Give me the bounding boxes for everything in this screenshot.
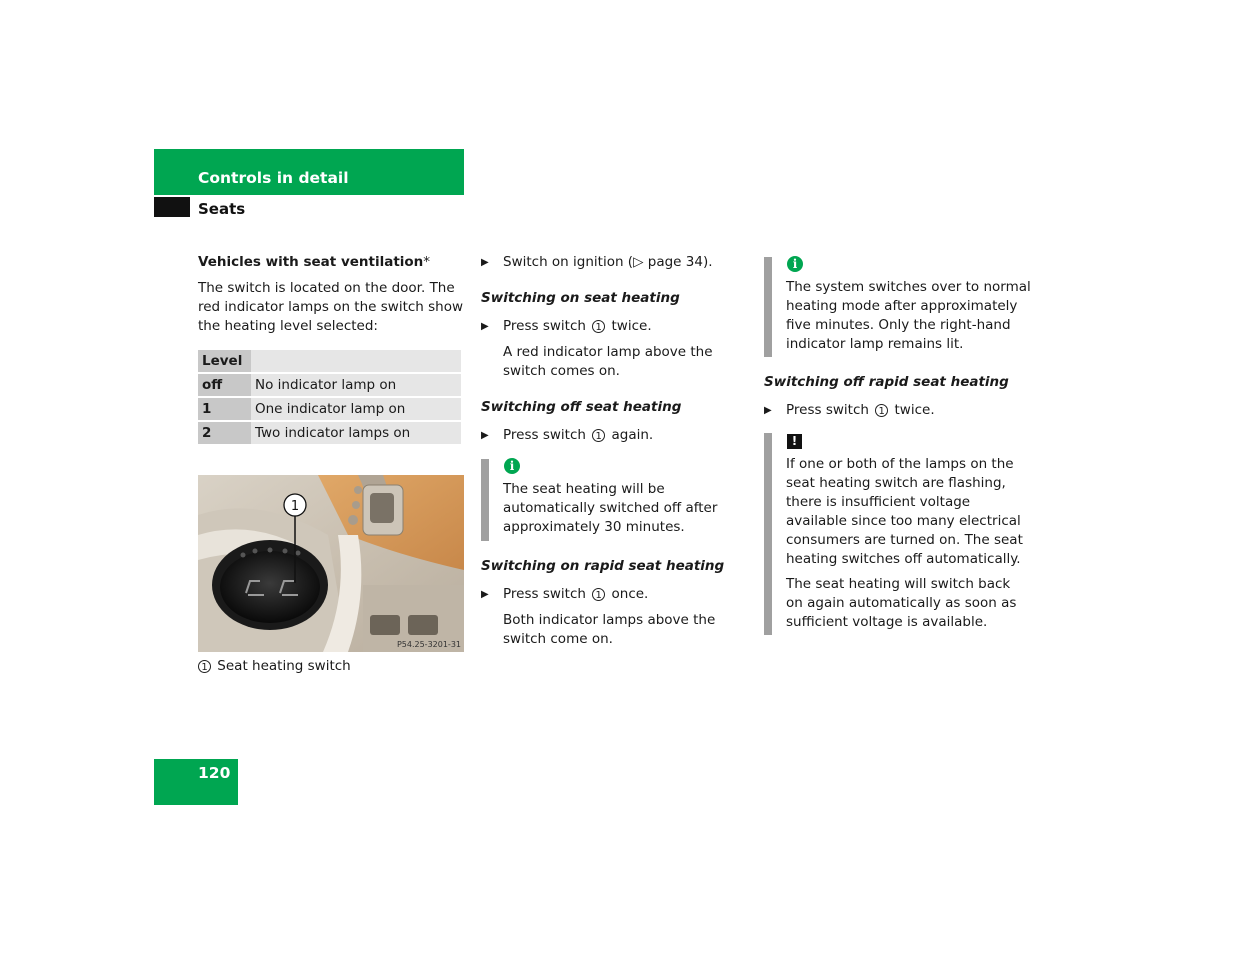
switch-number: 1 — [592, 429, 605, 442]
bullet-icon: ▶ — [481, 430, 489, 441]
note-text: The system switches over to normal heating mode after approximately five minutes. Only the right-hand indicator lamp remains lit. — [786, 279, 1031, 352]
heading-rapid-on: Switching on rapid seat heating — [481, 558, 725, 574]
subsection-title: Seats — [198, 200, 246, 218]
step-text-b: once. — [611, 586, 649, 602]
image-code: P54.25-3201-31 — [396, 640, 461, 649]
note-bar — [481, 459, 489, 541]
image-caption — [198, 658, 351, 674]
table-cell-desc: Two indicator lamps on — [251, 422, 461, 444]
step-text-b: again. — [611, 427, 654, 443]
table-header-empty — [251, 350, 461, 372]
seat-switch-photo — [198, 475, 464, 652]
step-text-b: twice. — [894, 402, 935, 418]
warning-text-2: The seat heating will switch back on again automatically as soon as sufficient voltage is available. — [786, 576, 1017, 630]
image-callout-number: 1 — [290, 499, 300, 514]
table-cell-level: 2 — [198, 422, 251, 444]
step-rapid-off — [764, 401, 1056, 420]
heading-on-seat-heating: Switching on seat heating — [481, 290, 680, 306]
step-text-a: Press switch — [503, 586, 586, 602]
table-cell-level: 1 — [198, 398, 251, 420]
note-text: The seat heating will be automatically switched off after approximately 30 minutes. — [503, 481, 718, 535]
level-table — [198, 348, 461, 446]
table-cell-desc: No indicator lamp on — [251, 374, 461, 396]
switch-number: 1 — [592, 588, 605, 601]
vent-heading-text: Vehicles with seat ventilation — [198, 254, 424, 270]
switch-number: 1 — [592, 320, 605, 333]
vent-intro: The switch is located on the door. The red indicator lamps on the switch show the heating level selected: — [198, 280, 464, 334]
on-result: A red indicator lamp above the switch comes on. — [503, 344, 713, 379]
step-text-a: Press switch — [503, 318, 586, 334]
step-ignition — [481, 253, 773, 272]
bullet-icon: ▶ — [764, 405, 772, 416]
section-title: Controls in detail — [198, 169, 349, 187]
step-ignition-text-a: Switch on ignition ( — [503, 254, 634, 270]
vent-heading-mark: * — [423, 254, 431, 270]
info-icon: i — [787, 256, 803, 272]
caption-number: 1 — [198, 660, 211, 673]
table-header-row — [198, 350, 461, 372]
table-cell-desc: One indicator lamp on — [251, 398, 461, 420]
bullet-icon: ▶ — [481, 257, 489, 268]
table-row — [198, 374, 461, 396]
table-row — [198, 422, 461, 444]
info-icon: i — [504, 458, 520, 474]
subsection-marker — [154, 197, 190, 217]
warning-bar — [764, 433, 772, 635]
bullet-icon: ▶ — [481, 321, 489, 332]
switch-number: 1 — [875, 404, 888, 417]
table-cell-level: off — [198, 374, 251, 396]
page-number: 120 — [198, 764, 231, 782]
step-rapid-on — [481, 585, 773, 604]
step-text-a: Press switch — [503, 427, 586, 443]
warning-text-1: If one or both of the lamps on the seat heating switch are flashing, there is insufficient voltage available since too many electrical consumers are turned on. The seat heating switches off automatically. — [786, 456, 1023, 567]
step-on — [481, 317, 773, 336]
rapid-result: Both indicator lamps above the switch come on. — [503, 612, 716, 647]
table-header-level: Level — [198, 350, 251, 372]
note-bar — [764, 257, 772, 357]
step-ignition-text-b: page 34). — [643, 254, 713, 270]
seat-switch-illustration — [198, 475, 464, 652]
page-ref-arrow-icon: ▷ — [633, 254, 644, 270]
table-row — [198, 398, 461, 420]
heading-rapid-off: Switching off rapid seat heating — [764, 374, 1009, 390]
step-off — [481, 426, 773, 445]
step-text-b: twice. — [611, 318, 652, 334]
bullet-icon: ▶ — [481, 589, 489, 600]
warning-icon: ! — [787, 434, 802, 449]
vent-heading — [198, 254, 430, 270]
step-text-a: Press switch — [786, 402, 869, 418]
caption-text: Seat heating switch — [217, 658, 351, 674]
heading-off-seat-heating: Switching off seat heating — [481, 399, 682, 415]
